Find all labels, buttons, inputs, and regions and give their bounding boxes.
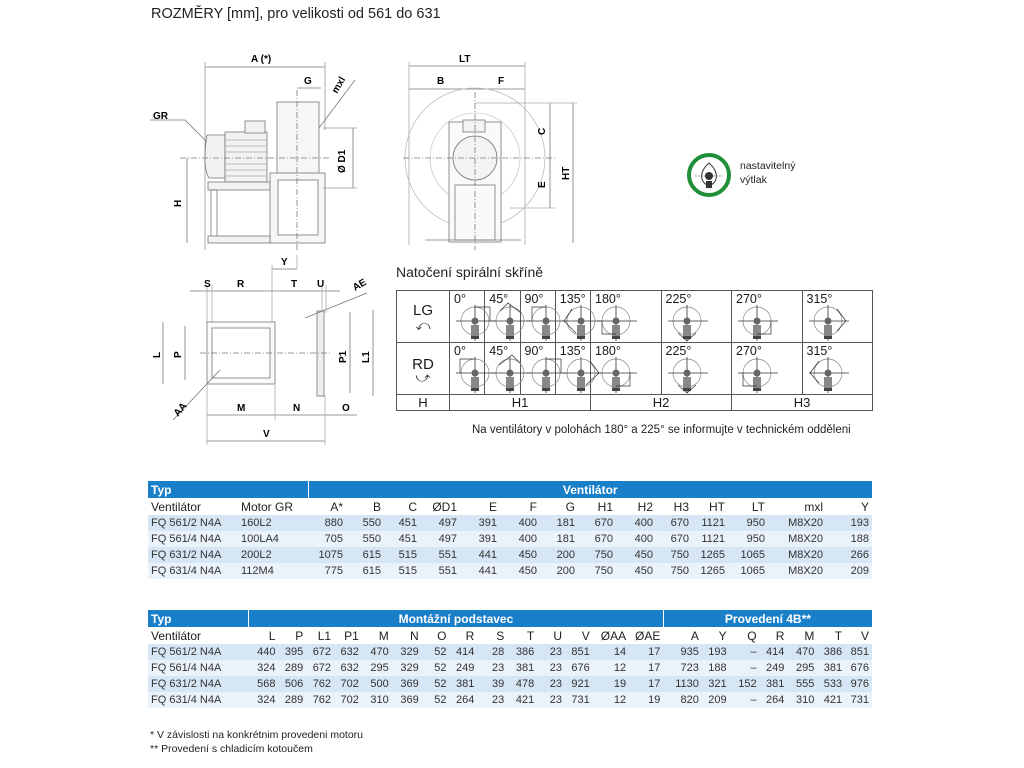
header-typ: Typ	[148, 610, 249, 627]
table-row: FQ 561/2 N4A 160L2 880 550 451 497 391 400 181 670 400 670 1121 950 M8X20 193	[148, 515, 872, 531]
table-row: FQ 631/2 N4A 200L2 1075 615 515 551 441 450 200 750 450 750 1265 1065 M8X20 266	[148, 547, 872, 563]
h-group-h1: H1	[450, 395, 591, 411]
svg-text:HT: HT	[561, 166, 572, 180]
adjustable-outlet-icon	[687, 153, 731, 197]
fan-position-icon	[597, 353, 641, 395]
svg-text:LT: LT	[459, 54, 471, 65]
footnote-2: ** Provedení s chladicím kotoučem	[150, 743, 313, 755]
table-header	[148, 610, 872, 627]
h-group-h3: H3	[732, 395, 873, 411]
badge-label: nastavitelný výtlak	[740, 160, 796, 186]
table-row: FQ 631/4 N4A 112M4 775 615 515 551 441 450 200 750 450 750 1265 1065 M8X20 209	[148, 563, 872, 579]
svg-text:Y: Y	[281, 257, 288, 268]
table-column-headers: Ventilátor Motor GR A* B C ØD1 E F G H1 H2 H3 HT LT mxl Y	[151, 499, 869, 514]
rotation-cell: 270°	[732, 343, 803, 395]
rotation-cell: 45°	[485, 343, 520, 395]
header-ventilator: Ventilátor	[308, 481, 872, 498]
svg-text:AE: AE	[351, 277, 369, 294]
footnote-1: * V závislosti na konkrétnim provedeni motoru	[150, 729, 364, 741]
table-row: FQ 561/4 N4A 324 289 672 632 295 329 52 249 23 381 23 676 12 17 723 188 – 249 295 381 676	[148, 660, 872, 676]
dim-label-a: A (*)	[251, 54, 272, 65]
svg-text:P: P	[173, 351, 184, 358]
rotation-cell: 315°	[802, 291, 873, 343]
rotate-cw-icon: ⤻	[415, 369, 431, 385]
rotate-ccw-icon: ⤺	[415, 317, 431, 333]
svg-text:mxl: mxl	[330, 75, 349, 96]
rotation-cell: 225°	[661, 291, 732, 343]
base-dimensions-table	[148, 610, 872, 708]
fan-position-icon	[738, 353, 782, 395]
h-label: H	[397, 395, 450, 411]
table-row: FQ 561/4 N4A 100LA4 705 550 451 497 391 400 181 670 400 670 1121 950 M8X20 188	[148, 531, 872, 547]
rotation-cell: 45°	[485, 291, 520, 343]
svg-text:L1: L1	[361, 351, 372, 363]
header-mounting-base: Montážní podstavec	[249, 610, 664, 627]
rotation-note: Na ventilátory v polohách 180° a 225° se informujte v technickém odděleni	[472, 424, 851, 436]
rotation-row-rd	[397, 343, 873, 395]
svg-text:G: G	[304, 76, 312, 87]
fan-position-icon	[668, 301, 712, 343]
rotation-title: Natočení spirální skříně	[396, 264, 544, 280]
direction-rd: RD ⤻	[397, 343, 450, 395]
fan-position-icon	[597, 301, 641, 343]
svg-text:P1: P1	[338, 350, 349, 363]
rotation-cell: 180°	[591, 291, 662, 343]
rotation-cell: 180°	[591, 343, 662, 395]
header-version-4b: Provedení 4B**	[663, 610, 872, 627]
svg-text:H: H	[173, 199, 184, 207]
svg-text:B: B	[437, 76, 445, 87]
svg-text:M: M	[237, 403, 246, 414]
table-row: FQ 561/2 N4A 440 395 672 632 470 329 52 414 28 386 23 851 14 17 935 193 – 414 470 386 851	[148, 644, 872, 660]
svg-text:AA: AA	[171, 400, 190, 419]
svg-text:N: N	[293, 403, 301, 414]
table-row: FQ 631/2 N4A 568 506 762 702 500 369 52 381 39 478 23 921 19 17 1130 321 152 381 555 533 976	[148, 676, 872, 692]
front-view-drawing	[385, 40, 595, 255]
svg-text:L: L	[152, 351, 163, 358]
fan-position-icon	[668, 353, 712, 395]
svg-text:V: V	[263, 429, 270, 440]
table-header	[148, 481, 872, 498]
rotation-row-h	[397, 395, 873, 411]
rotation-cell: 315°	[802, 343, 873, 395]
rotation-cell: 0°	[450, 291, 485, 343]
svg-text:F: F	[498, 76, 505, 87]
svg-text:C: C	[537, 127, 548, 135]
table-column-headers: Ventilátor L P L1 P1 M N O R S T U V ØAA ØAE A Y Q R M T V	[151, 628, 869, 643]
side-view-drawing	[145, 40, 380, 255]
header-typ: Typ	[148, 481, 308, 498]
rotation-cell: 135°	[555, 343, 590, 395]
svg-text:GR: GR	[153, 111, 168, 122]
rotation-row-lg	[397, 291, 873, 343]
table-row: FQ 631/4 N4A 324 289 762 702 310 369 52 264 23 421 23 731 12 19 820 209 – 264 310 421 731	[148, 692, 872, 708]
rotation-cell: 0°	[450, 343, 485, 395]
rotation-cell: 90°	[520, 291, 555, 343]
rotation-table	[396, 290, 873, 411]
fan-position-icon	[809, 353, 853, 395]
direction-lg: LG ⤺	[397, 291, 450, 343]
svg-text:E: E	[537, 181, 548, 188]
svg-text:T: T	[291, 279, 298, 290]
svg-text:R: R	[237, 279, 245, 290]
svg-text:U: U	[317, 279, 325, 290]
svg-text:Ø D1: Ø D1	[337, 149, 348, 173]
fan-position-icon	[809, 301, 853, 343]
fan-position-icon	[738, 301, 782, 343]
base-view-drawing	[145, 255, 385, 455]
page-title: ROZMĚRY [mm], pro velikosti od 561 do 631	[151, 6, 441, 22]
rotation-cell: 225°	[661, 343, 732, 395]
rotation-cell: 135°	[555, 291, 590, 343]
h-group-h2: H2	[591, 395, 732, 411]
svg-text:S: S	[204, 279, 211, 290]
rotation-cell: 270°	[732, 291, 803, 343]
fan-dimensions-table	[148, 481, 872, 579]
svg-text:O: O	[342, 403, 350, 414]
rotation-cell: 90°	[520, 343, 555, 395]
